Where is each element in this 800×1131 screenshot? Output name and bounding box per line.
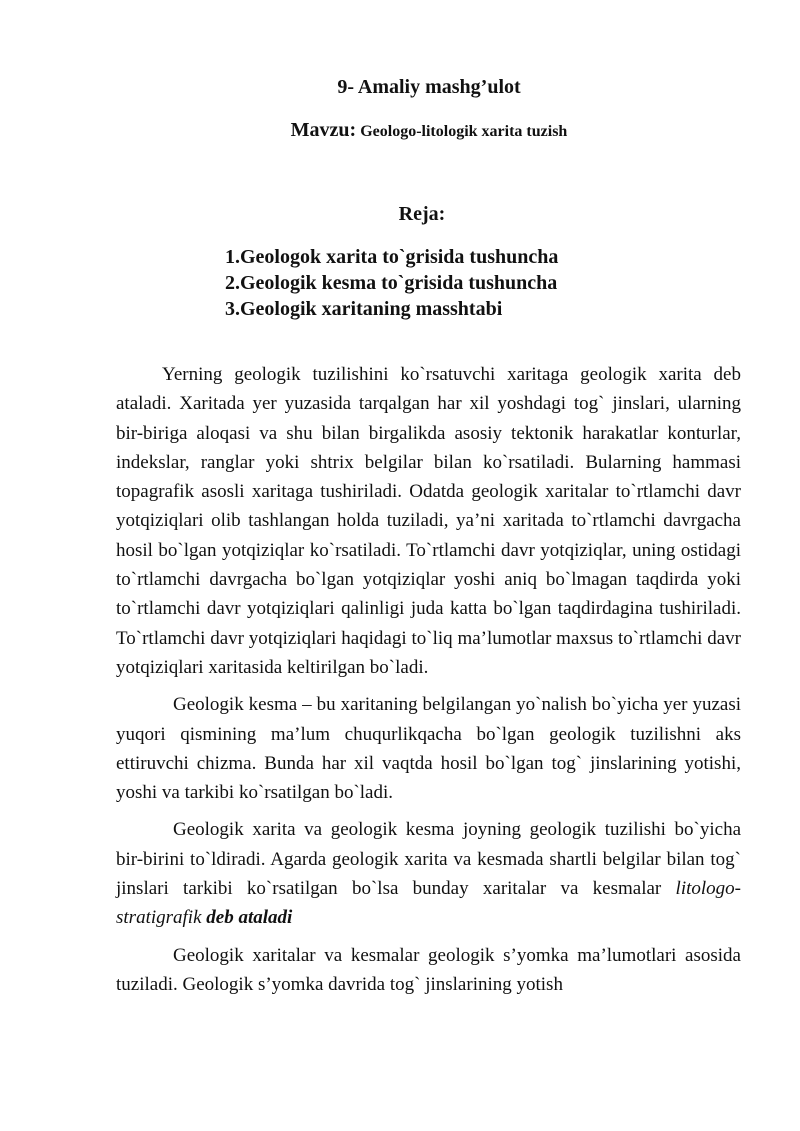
- paragraph-text: Geologik xarita va geologik kesma joyning geologik tuzilishi bo`yicha bir-birini to`ldiradi. Agarda geologik xarita va kesmada shartli belgilar bilan tog` jinslari tarkibi ko`rsatilgan bo`lsa bunday xaritalar va kesmalar: [116, 819, 741, 900]
- paragraph: Yerning geologik tuzilishini ko`rsatuvchi xaritaga geologik xarita deb ataladi. Xaritada yer yuzasida tarqalgan har xil yoshdagi tog` jinslari, ularning bir-biriga aloqasi va shu bilan birgalikda asosiy tektonik harakatlar konturlar, indekslar, ranglar yoki shtrix belgilar bilan ko`rsatiladi. Bularning hammasi topagrafik asosli xaritaga tushiriladi. Odatda geologik xaritalar to`rtlamchi davr yotqiziqlari olib tashlangan holda tuziladi, ya’ni xaritada to`rtlamchi davrgacha hosil bo`lgan yotqiziqlar ko`rsatiladi. To`rtlamchi davr yotqiziqlar, uning ostidagi to`rtlamchi davrgacha bo`lgan yotqiziqlar yoshi aniq bo`lmagan taqdirda yoki to`rtlamchi davr yotqiziqlari qalinligi juda katta bo`lgan taqdirdagina tushiriladi. To`rtlamchi davr yotqiziqlari haqidagi to`liq ma’lumotlar maxsus to`rtlamchi davr yotqiziqlari xaritasida keltirilgan bo`ladi.: [116, 364, 741, 678]
- plan-item: 2.Geologik kesma to`grisida tushuncha: [225, 272, 558, 294]
- paragraph: [116, 815, 741, 932]
- plan-item: 1.Geologok xarita to`grisida tushuncha: [225, 246, 559, 268]
- paragraph: Geologik kesma – bu xaritaning belgilangan yo`nalish bo`yicha yer yuzasi yuqori qismining ma’lum chuqurlikqacha bo`lgan geologik tuzilishni aks ettiruvchi chizma. Bunda har xil vaqtda hosil bo`lgan tog` jinslarining yotishi, yoshi va tarkibi ko`rsatilgan bo`ladi.: [116, 694, 741, 804]
- lesson-title: 9- Amaliy mashg’ulot: [337, 76, 521, 98]
- plan-list: [225, 244, 558, 322]
- term-bold-italic: deb ataladi: [206, 907, 293, 929]
- term-italic: litologo-stratigrafik: [116, 878, 741, 929]
- plan-title: Reja:: [398, 203, 446, 225]
- topic-label: Mavzu:: [290, 119, 357, 141]
- topic-line: [0, 119, 800, 142]
- body-text: [116, 360, 741, 1007]
- paragraph: Geologik xaritalar va kesmalar geologik s’yomka ma’lumotlari asosida tuziladi. Geologik s’yomka davrida tog` jinslarining yotish: [116, 944, 741, 995]
- plan-item: 3.Geologik xaritaning masshtabi: [225, 298, 503, 320]
- topic-text: Geologo-litologik xarita tuzish: [360, 123, 568, 140]
